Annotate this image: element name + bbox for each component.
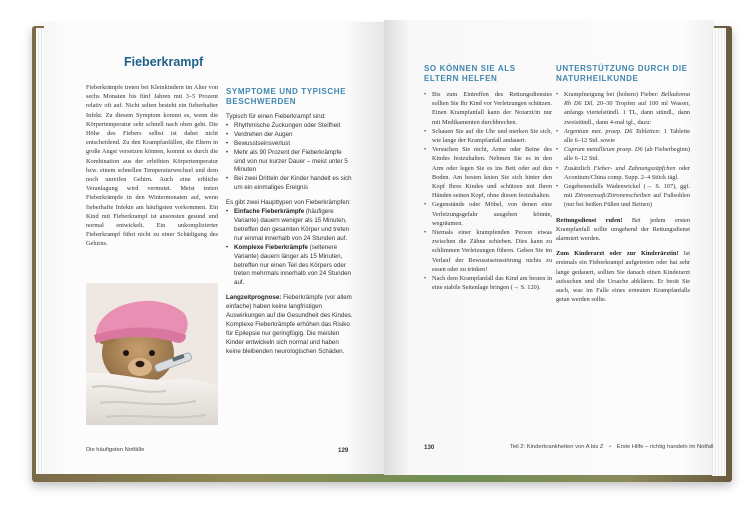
doctor-text: Ist erstmals ein Fieberkrampf aufgetreten oder hat sehr lange gedauert, sollten Sie danach einen Kinderarzt aufsuchen und die Ursache abklären. Er berät Sie auch, was im Falle eines erneuten Krampfanfalls getan werden sollte. [556, 250, 690, 304]
item-text: Krampfneigung bei (hohem) Fieber: [564, 91, 661, 98]
rescue-paragraph [556, 216, 690, 244]
item-emphasis: Belladonna Rh D6 Dil. [564, 91, 690, 108]
item-emphasis: Argentum met. praep. D6 Tabletten: [564, 127, 661, 135]
prognosis-paragraph [226, 294, 354, 356]
symptoms-column [226, 87, 354, 357]
item-rest: (ab Fieberbeginn) alle 6–12 Std. [564, 146, 690, 163]
left-page-number: 129 [338, 447, 349, 454]
list-item [556, 127, 690, 145]
item-rest: 1 Tablette alle 6–12 Std. sowie [564, 127, 691, 145]
type-label: Einfache Fieberkrämpfe [234, 208, 305, 216]
prognosis-text: Fieberkrämpfe (vor allem einfache) haben keine langfristigen Auswirkungen auf die Gesundheit des Kindes. Komplexe Fieberkrämpfe erhöhen das Risiko für Epilepsie nur geringfügig. Die meisten Kinder entwickeln sich normal und haben keine bleibenden neurologischen Schäden. [226, 294, 353, 355]
prognosis-label: Langzeitprognose: [226, 294, 282, 302]
rescue-label: Rettungsdienst rufen! [556, 216, 623, 224]
teddy-bear-illustration [86, 283, 218, 425]
list-item [226, 244, 354, 289]
types-list [226, 208, 354, 288]
help-heading: SO KÖNNEN SIE ALS ELTERN HELFEN [424, 64, 516, 83]
doctor-label: Zum Kinderarzt oder zur Kinderärztin! [556, 250, 679, 258]
types-intro: Es gibt zwei Haupttypen von Fieberkrämpfen: [226, 199, 351, 207]
list-item: • Bis zum Eintreffen des Rettungsdienstes sollten Sie Ihr Kind vor Verletzungen schützen. Einen Krampfanfall kann der Notarzt/in nur mit Medikamenten durchbrechen. [424, 90, 552, 127]
list-item [556, 182, 690, 210]
help-list [424, 90, 552, 292]
list-item: • Schauen Sie auf die Uhr und merken Sie sich, wie lange der Krampfanfall andauert. [424, 127, 552, 145]
naturopathy-list [556, 90, 690, 210]
list-item [556, 90, 690, 127]
teddy-bear-photo [86, 283, 218, 425]
item-text: Gegebenenfalls Wadenwickel (→ S. 107), ggf. mit [564, 183, 690, 200]
naturopathy-column [556, 64, 690, 304]
list-item: • Niemals einer krampfenden Person etwas zwischen die Zähne schieben. Dies kann zu schlimmen Verletzungen führen. Geben Sie im Verlauf der Bewusstseinsstörung nichts zu essen oder zu trinken! [424, 228, 552, 274]
footer-chapter-title: Erste Hilfe – richtig handeln im Notfall [616, 444, 714, 450]
page-edges-right [712, 28, 726, 476]
list-item: • Bewusstseinsverlust [226, 140, 354, 149]
footer-part-title: Teil 2: Kinderkrankheiten von A bis Z [510, 444, 604, 450]
rescue-text: Bei jedem ersten Krampfanfall sollte umgehend der Rettungsdienst alarmiert werden. [556, 216, 690, 243]
symptoms-list [226, 122, 354, 193]
item-text: Zusätzlich [564, 164, 594, 172]
right-page-number: 130 [424, 444, 435, 451]
item-emphasis: Cuprum metallicum praep. D6 [564, 146, 643, 154]
help-column [424, 64, 552, 292]
naturopathy-heading: UNTERSTÜTZUNG DURCH DIE NATURHEILKUNDE [556, 64, 688, 83]
list-item: • Mehr als 90 Prozent der Fieberkrämpfe sind von nur kurzer Dauer – meist unter 5 Minuten [226, 149, 354, 176]
list-item: • Bei zwei Dritteln der Kinder handelt es sich um ein einmaliges Ereignis [226, 175, 354, 193]
list-item: • Verdrehen der Augen [226, 131, 354, 140]
type-text: (häufigere Variante) dauern weniger als 15 Minuten, betreffen den gesamten Körper und treten nur einmal innerhalb von 24 Stunden auf. [234, 208, 350, 242]
symptoms-heading: SYMPTOME UND TYPISCHE BESCHWERDEN [226, 87, 347, 106]
item-rest: oder Aconitum/China comp. Supp. 2–4 Stück tägl. [564, 164, 690, 181]
doctor-paragraph [556, 249, 690, 304]
item-rest: 20–30 Tropfen auf 100 ml Wasser, anfangs viertelstündl. 1 TL, dann stündl., dann zweistündl., dann 4-mal tgl., dazu: [564, 100, 690, 126]
item-emphasis: Zitronensaft/Zitronenscheiben [574, 192, 651, 200]
chapter-title: Fieberkrampf [124, 55, 204, 69]
footer-separator: • [609, 444, 612, 450]
list-item: • Rhythmische Zuckungen oder Steifheit [226, 122, 354, 131]
list-item: • Nach dem Krampfanfall das Kind am besten in eine stabile Seitenlage bringen (→ S. 120). [424, 274, 552, 292]
item-emphasis: Fieber- und Zahnungszäpfchen [593, 164, 676, 172]
list-item [556, 164, 690, 182]
intro-paragraph: Fieberkrämpfe treten bei Kleinkindern im Alter von sechs Monaten bis fünf Jahren mit 3–5 Prozent relativ oft auf. Nicht selten besteht ein fieberhafter Infekt. Zu diesem Symptom kommt es, wenn die Körpertemperatur sehr schnell nach oben geht. Die Höhe des Fiebers selbst ist dabei nicht entscheidend. Zu den Krampfanfällen, die Eltern in große Angst versetzen können, kommt es durch die Kombination aus der erhöhten Körpertemperatur bzw. einem schnellen Temperaturwechsel und dem noch unreifen Gehirn. Auch eine erbliche Veranlagung wird vermutet. Meist treten Fieberkrämpfe in den Wintermonaten auf, wenn fieberhafte Infekte am häufigsten vorkommen. Ein Kind mit Fieberkrampf ist ansonsten gesund und normal entwickelt. Ein unkomplizierter Fieberkrampf führt nicht zu einer Schädigung des Gehirns. [86, 84, 218, 248]
list-item: • Versuchen Sie nicht, Arme oder Beine des Kindes festzuhalten. Nehmen Sie es in den Arm oder legen Sie es ins Bett oder auf den Boden. Am besten knien Sie sich hinter den Kopf Ihres Kindes und schützen mit Ihren Händen seinen Kopf, ohne diesen festzuhalten. [424, 145, 552, 200]
list-item [556, 145, 690, 163]
symptoms-intro: Typisch für einen Fieberkrampf sind: [226, 113, 326, 120]
type-text: (seltenere Variante) dauern länger als 15 Minuten, betreffen nur einen Teil des Körpers oder treten mehrmals innerhalb von 24 Stunden auf. [234, 243, 351, 287]
right-footer [510, 444, 713, 450]
list-item: • Gegenstände oder Möbel, von denen eine Verletzungsgefahr ausgehen könnte, wegräumen. [424, 200, 552, 228]
item-rest: auf Fußsohlen (nur bei heißen Füßen und Beinen) [564, 192, 690, 209]
intro-column [86, 83, 218, 249]
list-item [226, 208, 354, 244]
left-footer: Die häufigsten Notfälle [86, 447, 145, 453]
type-label: Komplexe Fieberkrämpfe [234, 243, 308, 251]
